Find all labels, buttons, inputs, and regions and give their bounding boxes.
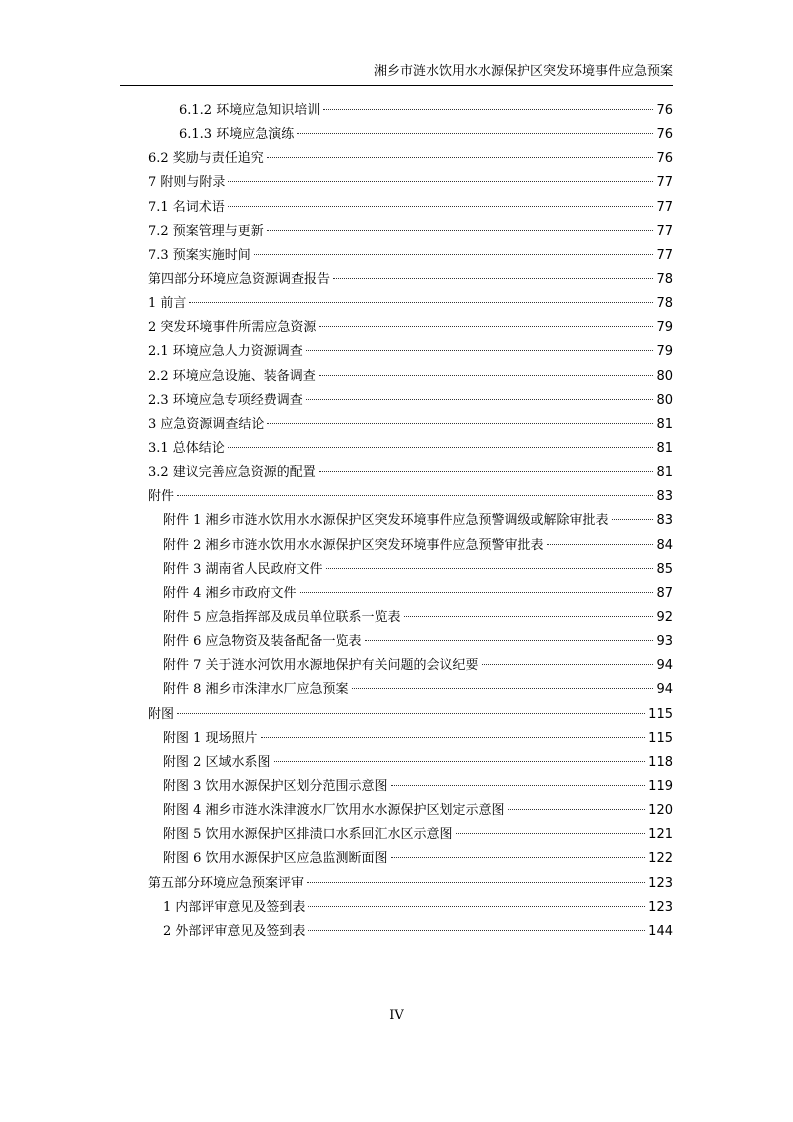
toc-entry-title: 2 突发环境事件所需应急资源 — [148, 320, 317, 336]
toc-entry-page: 83 — [656, 513, 673, 529]
toc-dot-leader — [482, 664, 654, 665]
toc-entry-title: 附图 2 区域水系图 — [163, 754, 271, 770]
toc-entry[interactable] — [148, 268, 673, 292]
toc-dot-leader — [456, 833, 646, 834]
toc-entry[interactable] — [148, 220, 673, 244]
toc-entry[interactable] — [148, 678, 673, 702]
toc-entry[interactable] — [148, 123, 673, 147]
toc-entry-title: 附件 8 湘乡市洙津水厂应急预案 — [163, 682, 349, 698]
toc-entry-page: 115 — [648, 730, 673, 746]
toc-entry-title: 2.1 环境应急人力资源调查 — [148, 344, 303, 360]
toc-entry-page: 78 — [656, 271, 673, 287]
toc-entry-title: 附件 7 关于涟水河饮用水源地保护有关问题的会议纪要 — [163, 658, 479, 674]
toc-entry-title: 2.3 环境应急专项经费调查 — [148, 392, 303, 408]
toc-entry-title: 附图 1 现场照片 — [163, 730, 258, 746]
header-rule — [120, 85, 673, 86]
toc-entry-page: 122 — [648, 851, 673, 867]
toc-dot-leader — [365, 640, 654, 641]
toc-entry-page: 115 — [648, 706, 673, 722]
toc-entry-page: 77 — [656, 199, 673, 215]
toc-dot-leader — [228, 181, 653, 182]
toc-entry-page: 93 — [656, 634, 673, 650]
toc-dot-leader — [177, 495, 653, 496]
toc-entry-title: 7.2 预案管理与更新 — [148, 223, 264, 239]
toc-dot-leader — [306, 399, 654, 400]
toc-entry[interactable] — [148, 872, 673, 896]
toc-dot-leader — [300, 592, 654, 593]
toc-dot-leader — [319, 471, 654, 472]
toc-entry-page: 81 — [656, 416, 673, 432]
toc-entry[interactable] — [148, 340, 673, 364]
toc-entry-page: 81 — [656, 440, 673, 456]
toc-entry-page: 84 — [656, 537, 673, 553]
toc-dot-leader — [228, 447, 654, 448]
toc-dot-leader — [306, 350, 654, 351]
toc-entry[interactable] — [148, 196, 673, 220]
toc-entry-title: 附图 — [148, 706, 175, 722]
toc-entry-page: 123 — [648, 899, 673, 915]
toc-entry-title: 2 外部评审意见及签到表 — [163, 923, 306, 939]
toc-dot-leader — [177, 713, 645, 714]
toc-entry[interactable] — [148, 509, 673, 533]
toc-dot-leader — [323, 109, 653, 110]
toc-dot-leader — [612, 519, 654, 520]
toc-entry-page: 119 — [648, 778, 673, 794]
page-number: IV — [389, 1008, 404, 1023]
toc-entry-title: 3.2 建议完善应急资源的配置 — [148, 465, 316, 481]
toc-dot-leader — [508, 809, 646, 810]
toc-entry[interactable] — [148, 413, 673, 437]
toc-entry-title: 7 附则与附录 — [148, 175, 226, 191]
toc-entry-page: 144 — [648, 923, 673, 939]
toc-entry[interactable] — [148, 920, 673, 944]
toc-entry-page: 83 — [656, 489, 673, 505]
toc-entry-page: 81 — [656, 465, 673, 481]
toc-entry-title: 附件 2 湘乡市涟水饮用水水源保护区突发环境事件应急预警审批表 — [163, 537, 544, 553]
toc-dot-leader — [404, 616, 654, 617]
toc-entry[interactable] — [148, 292, 673, 316]
toc-entry-title: 3 应急资源调查结论 — [148, 416, 265, 432]
toc-entry-page: 78 — [656, 296, 673, 312]
toc-dot-leader — [319, 375, 654, 376]
toc-entry-title: 1 前言 — [148, 296, 187, 312]
toc-dot-leader — [319, 326, 653, 327]
toc-entry-title: 7.1 名词术语 — [148, 199, 225, 215]
toc-entry-title: 附件 1 湘乡市涟水饮用水水源保护区突发环境事件应急预警调级或解除审批表 — [163, 513, 609, 529]
toc-entry-title: 附件 3 湖南省人民政府文件 — [163, 561, 323, 577]
toc-dot-leader — [391, 785, 646, 786]
toc-entry-title: 附件 — [148, 489, 175, 505]
toc-entry[interactable] — [148, 654, 673, 678]
toc-entry-page: 118 — [648, 754, 673, 770]
toc-entry-title: 第五部分环境应急预案评审 — [148, 875, 305, 891]
toc-entry[interactable] — [148, 606, 673, 630]
toc-entry-page: 80 — [656, 368, 673, 384]
toc-dot-leader — [307, 882, 645, 883]
toc-entry[interactable] — [148, 244, 673, 268]
toc-entry-title: 1 内部评审意见及签到表 — [163, 899, 306, 915]
toc-entry-title: 附件 5 应急指挥部及成员单位联系一览表 — [163, 609, 401, 625]
toc-entry[interactable] — [148, 847, 673, 871]
toc-entry[interactable] — [148, 823, 673, 847]
toc-entry-title: 6.2 奖励与责任追究 — [148, 151, 264, 167]
toc-dot-leader — [267, 423, 653, 424]
toc-entry-page: 120 — [648, 803, 673, 819]
toc-entry-page: 76 — [656, 103, 673, 118]
toc-entry-page: 94 — [656, 658, 673, 674]
toc-entry[interactable] — [148, 799, 673, 823]
toc-entry-title: 附件 4 湘乡市政府文件 — [163, 585, 297, 601]
table-of-contents — [148, 99, 673, 944]
toc-entry[interactable] — [148, 558, 673, 582]
toc-entry[interactable] — [148, 316, 673, 340]
toc-entry-page: 77 — [656, 175, 673, 191]
toc-dot-leader — [189, 302, 653, 303]
toc-entry-title: 3.1 总体结论 — [148, 440, 225, 456]
toc-entry-page: 85 — [656, 561, 673, 577]
toc-dot-leader — [254, 254, 654, 255]
toc-entry[interactable] — [148, 365, 673, 389]
toc-dot-leader — [333, 278, 653, 279]
toc-dot-leader — [547, 544, 654, 545]
toc-entry-title: 附件 6 应急物资及装备配备一览表 — [163, 634, 362, 650]
toc-dot-leader — [261, 737, 646, 738]
toc-dot-leader — [352, 688, 654, 689]
toc-entry[interactable] — [148, 630, 673, 654]
toc-entry[interactable] — [148, 775, 673, 799]
toc-entry[interactable] — [148, 485, 673, 509]
toc-entry-title: 6.1.2 环境应急知识培训 — [179, 103, 321, 118]
toc-entry-page: 121 — [648, 827, 673, 843]
toc-entry[interactable] — [148, 896, 673, 920]
toc-dot-leader — [308, 930, 645, 931]
toc-entry[interactable] — [148, 727, 673, 751]
toc-entry-page: 76 — [656, 127, 673, 143]
running-header: 湘乡市涟水饮用水水源保护区突发环境事件应急预案 — [373, 64, 673, 79]
toc-entry-title: 7.3 预案实施时间 — [148, 247, 251, 263]
toc-entry-title: 附图 6 饮用水源保护区应急监测断面图 — [163, 851, 388, 867]
toc-entry-page: 79 — [656, 320, 673, 336]
toc-entry-title: 附图 5 饮用水源保护区排渍口水系回汇水区示意图 — [163, 827, 453, 843]
toc-entry[interactable] — [148, 389, 673, 413]
toc-entry[interactable] — [148, 437, 673, 461]
toc-dot-leader — [308, 906, 645, 907]
toc-entry-title: 第四部分环境应急资源调查报告 — [148, 271, 331, 287]
toc-entry-title: 附图 3 饮用水源保护区划分范围示意图 — [163, 778, 388, 794]
toc-dot-leader — [267, 157, 654, 158]
toc-entry[interactable] — [148, 534, 673, 558]
toc-entry-page: 123 — [648, 875, 673, 891]
toc-entry[interactable] — [148, 171, 673, 195]
toc-entry-page: 92 — [656, 609, 673, 625]
toc-dot-leader — [228, 206, 654, 207]
toc-dot-leader — [297, 133, 653, 134]
toc-dot-leader — [274, 761, 646, 762]
toc-entry[interactable] — [148, 147, 673, 171]
toc-dot-leader — [326, 568, 654, 569]
toc-entry[interactable] — [148, 461, 673, 485]
toc-dot-leader — [267, 230, 654, 231]
toc-entry-title: 附图 4 湘乡市涟水洙津渡水厂饮用水水源保护区划定示意图 — [163, 803, 505, 819]
toc-entry-page: 94 — [656, 682, 673, 698]
toc-entry-title: 2.2 环境应急设施、装备调查 — [148, 368, 316, 384]
toc-entry[interactable] — [148, 703, 673, 727]
toc-entry-title: 6.1.3 环境应急演练 — [179, 127, 295, 143]
toc-entry-page: 79 — [656, 344, 673, 360]
toc-entry[interactable] — [148, 99, 673, 123]
toc-entry-page: 76 — [656, 151, 673, 167]
toc-dot-leader — [391, 857, 646, 858]
toc-entry-page: 80 — [656, 392, 673, 408]
toc-entry-page: 77 — [656, 247, 673, 263]
toc-entry[interactable] — [148, 582, 673, 606]
toc-entry-page: 77 — [656, 223, 673, 239]
toc-entry-page: 87 — [656, 585, 673, 601]
toc-entry[interactable] — [148, 751, 673, 775]
